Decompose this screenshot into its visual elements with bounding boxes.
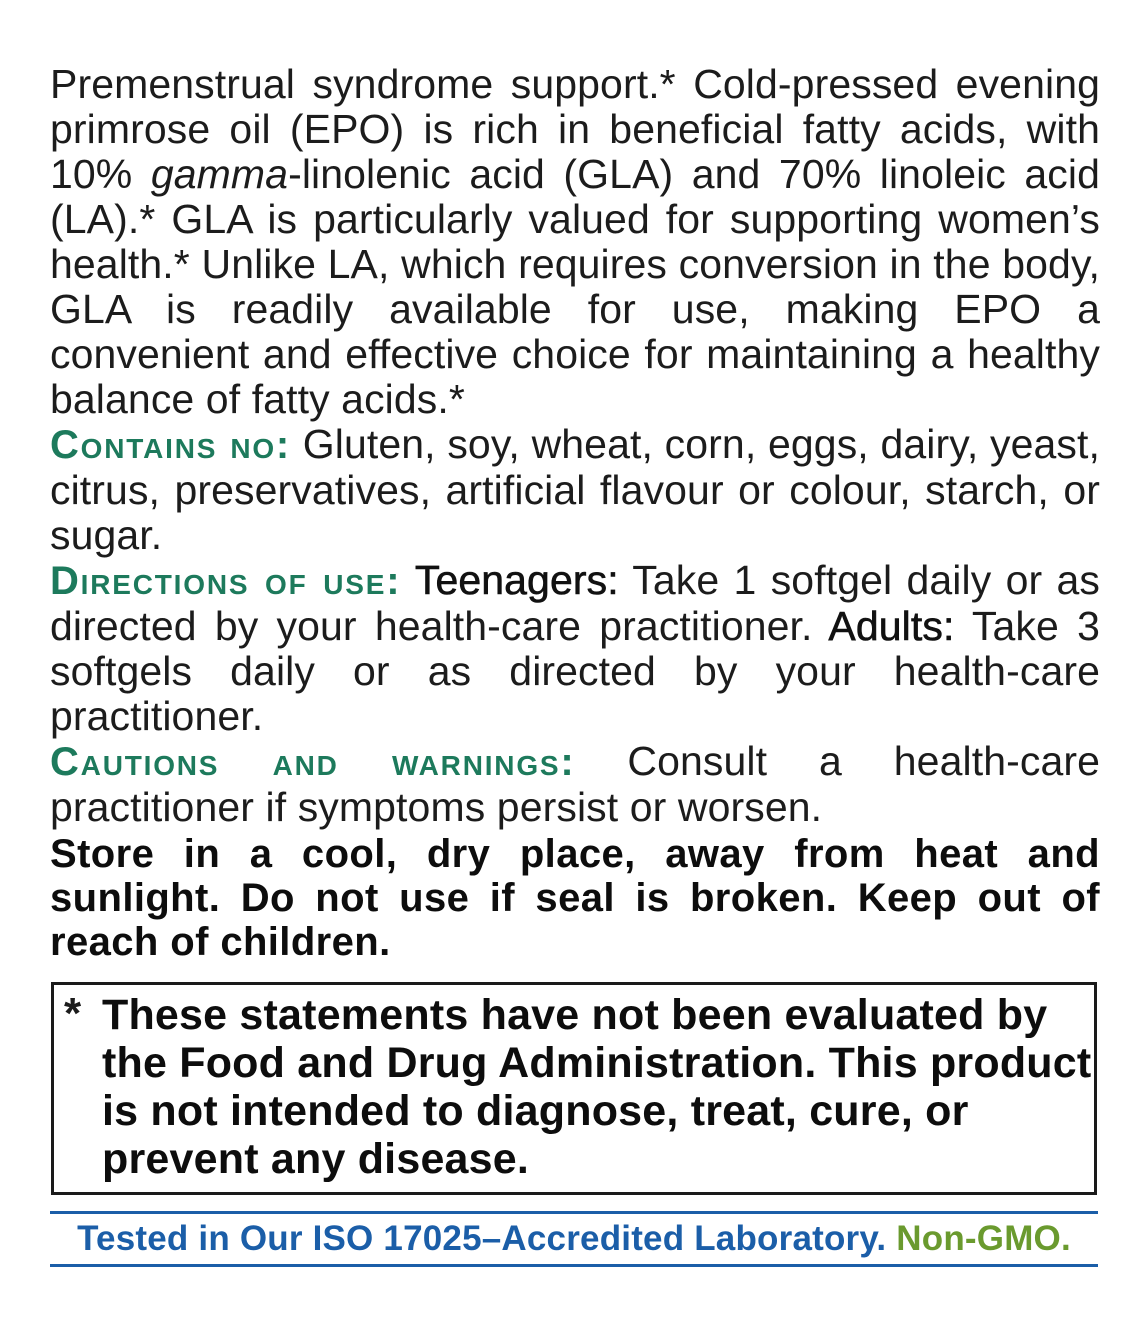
adults-text: Take 3 softgels daily or as directed by your health-care practitioner.	[50, 603, 1100, 739]
disclaimer-asterisk: *	[64, 989, 82, 1038]
cautions-heading: Cautions and warnings:	[50, 740, 576, 784]
contains-no-heading: Contains no:	[50, 423, 292, 467]
non-gmo-claim: Non-GMO.	[886, 1219, 1071, 1258]
storage-instructions: Store in a cool, dry place, away from heat and sunlight. Do not use if seal is broken. Keep out of reach of children.	[50, 832, 1100, 964]
footer-claims	[50, 1217, 1098, 1261]
intro-paragraph	[50, 62, 1100, 422]
cautions-paragraph	[50, 739, 1100, 830]
footer-top-rule	[50, 1211, 1098, 1214]
footer-bottom-rule	[50, 1264, 1098, 1267]
contains-no-paragraph	[50, 422, 1100, 558]
disclaimer-text: These statements have not been evaluated by the Food and Drug Administration. This product is not intended to diagnose, treat, cure, or prevent any disease.	[102, 991, 1092, 1183]
directions-heading: Directions of use:	[50, 559, 402, 603]
fda-disclaimer-box	[51, 982, 1097, 1195]
teenagers-label: Teenagers:	[401, 557, 619, 603]
intro-text-part1: Premenstrual syndrome support.* Cold-pressed evening primrose oil (EPO) is rich in beneficial fatty acids, with 10%	[50, 61, 1100, 197]
cautions-text: Consult a health-care practitioner if symptoms persist or worsen.	[50, 738, 1101, 830]
teenagers-text: Take 1 softgel daily or as directed by your health-care practitioner.	[50, 557, 1101, 649]
contains-no-text: Gluten, soy, wheat, corn, eggs, dairy, yeast, citrus, preservatives, artificial flavour or colour, starch, or sugar.	[50, 421, 1100, 558]
intro-italic-gamma: gamma	[150, 151, 289, 197]
label-text-block	[50, 62, 1100, 964]
lab-tested-claim: Tested in Our ISO 17025–Accredited Laboratory.	[77, 1219, 887, 1258]
intro-text-part2: -linolenic acid (GLA) and 70% linoleic acid (LA).* GLA is particularly valued for supporting women’s health.* Unlike LA, which requires conversion in the body, GLA is readily available for use, making EPO a convenient and effective choice for maintaining a healthy balance of fatty acids.*	[50, 151, 1100, 422]
adults-label: Adults:	[828, 603, 955, 649]
directions-paragraph	[50, 558, 1100, 739]
